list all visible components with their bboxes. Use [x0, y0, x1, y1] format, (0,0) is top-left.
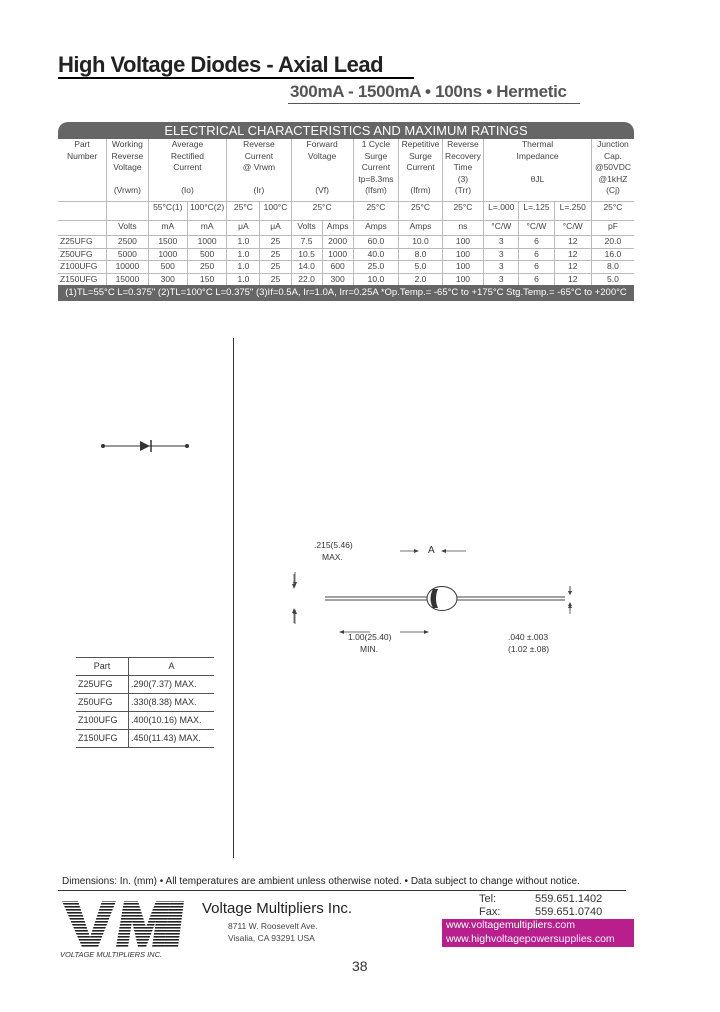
value-cell: 60.0	[353, 236, 399, 249]
header-line: (3)	[457, 173, 469, 184]
value-cell: 8.0	[591, 261, 634, 274]
dim-part-cell: Z150UFG	[76, 730, 129, 748]
value-cell: 1000	[187, 236, 226, 249]
header-line: Rectified	[170, 150, 204, 161]
value-cell: 3	[484, 261, 519, 274]
header-line: Part	[74, 139, 90, 149]
lead-length-dim: 1.00(25.40)	[348, 632, 392, 642]
header-thermal-impedance	[484, 139, 592, 202]
column-headers-row	[58, 139, 634, 202]
unit-cell: °C/W	[484, 221, 519, 236]
header-line: Working	[111, 139, 143, 149]
header-line	[292, 174, 353, 186]
header-line: Junction	[597, 139, 629, 149]
value-cell: 5.0	[591, 273, 634, 285]
condition-cell: 100°C(2)	[187, 202, 226, 221]
value-cell: 1.0	[227, 236, 260, 249]
dim-part-cell: Z50UFG	[76, 694, 129, 712]
value-cell: 10.5	[291, 248, 322, 261]
header-line	[227, 174, 290, 186]
header-line: Cap.	[603, 150, 622, 161]
condition-cell: L=.125	[519, 202, 554, 221]
dim-a-cell: .290(7.37) MAX.	[129, 676, 215, 694]
unit-cell: Amps	[322, 221, 353, 236]
part-number-cell: Z100UFG	[58, 261, 107, 274]
header-line	[484, 162, 591, 174]
unit-cell: mA	[148, 221, 187, 236]
value-cell: 16.0	[591, 248, 634, 261]
value-cell: 1000	[148, 248, 187, 261]
logo-caption: VOLTAGE MULTIPLIERS INC.	[60, 950, 163, 959]
header-line: Number	[66, 150, 98, 161]
company-name: Voltage Multipliers Inc.	[202, 900, 353, 917]
lead-diameter-mm: (1.02 ±.08)	[508, 644, 550, 654]
dim-header-part: Part	[76, 658, 129, 676]
unit-cell	[58, 221, 107, 236]
dim-table-row	[76, 712, 214, 730]
header-line	[149, 174, 227, 186]
header-line: Reverse	[447, 139, 479, 149]
dim-a-label: A	[428, 545, 435, 556]
value-cell: 10.0	[353, 273, 399, 285]
value-cell: 25	[260, 236, 291, 249]
value-cell: 22.0	[291, 273, 322, 285]
value-cell: 40.0	[353, 248, 399, 261]
header-line: Average	[171, 139, 204, 149]
dim-table-row	[76, 676, 214, 694]
value-cell: 1.0	[227, 261, 260, 274]
header-surge-current	[353, 139, 399, 202]
header-line	[484, 185, 591, 197]
header-line: Current	[173, 162, 202, 172]
value-cell: 25.0	[353, 261, 399, 274]
value-cell: 250	[187, 261, 226, 274]
value-cell: 100	[442, 236, 483, 249]
header-line: Current	[406, 162, 435, 172]
fax-number: 559.651.0740	[535, 906, 603, 918]
value-cell: 500	[187, 248, 226, 261]
header-line: Thermal	[521, 139, 554, 149]
header-line: θJL	[530, 173, 545, 184]
header-line	[107, 174, 147, 186]
condition-cell: L=.000	[484, 202, 519, 221]
header-line: Reverse	[111, 150, 144, 161]
body-max-label: MAX.	[322, 552, 343, 562]
value-cell: 6	[519, 273, 554, 285]
dimension-a-arrows	[400, 546, 430, 556]
body-diameter-arrows	[289, 574, 299, 624]
value-cell: 6	[519, 261, 554, 274]
unit-cell: pF	[591, 221, 634, 236]
header-line: tp=8.3ms	[358, 173, 394, 184]
header-reverse-recovery-time	[442, 139, 483, 202]
value-cell: 8.0	[399, 248, 443, 261]
condition-cell: 25°C	[591, 202, 634, 221]
header-line: Forward	[306, 139, 338, 149]
value-cell: 3	[484, 273, 519, 285]
value-cell: 100	[442, 273, 483, 285]
condition-cell: 55°C(1)	[148, 202, 187, 221]
condition-cell	[107, 202, 148, 221]
value-cell: 12	[554, 273, 591, 285]
condition-cell: 25°C	[291, 202, 353, 221]
diode-symbol-icon	[100, 438, 190, 454]
dim-part-cell: Z100UFG	[76, 712, 129, 730]
header-line: Reverse	[243, 139, 275, 149]
header-line: Surge	[409, 150, 432, 161]
header-line: @ Vrwm	[242, 162, 276, 172]
unit-cell: Amps	[399, 221, 443, 236]
value-cell: 1.0	[227, 248, 260, 261]
value-cell: 300	[322, 273, 353, 285]
value-cell: 25	[260, 248, 291, 261]
value-cell: 1500	[148, 236, 187, 249]
address-line-1: 8711 W. Roosevelt Ave.	[228, 921, 318, 931]
website-link-2[interactable]: www.highvoltagepowersupplies.com	[446, 932, 615, 945]
page-subtitle: 300mA - 1500mA • 100ns • Hermetic	[290, 82, 567, 101]
value-cell: 3	[484, 248, 519, 261]
condition-cell: 25°C	[353, 202, 399, 221]
tel-number: 559.651.1402	[535, 893, 603, 905]
header-line: (Ir)	[253, 185, 265, 195]
condition-cell: L=.250	[554, 202, 591, 221]
value-cell: 2500	[107, 236, 148, 249]
conditions-row	[58, 202, 634, 221]
value-cell: 100	[442, 261, 483, 274]
dim-a-cell: .450(11.43) MAX.	[129, 730, 215, 748]
header-line: (Trr)	[454, 185, 472, 195]
header-line: @1kHZ	[598, 173, 628, 184]
header-forward-voltage	[291, 139, 353, 202]
electrical-characteristics-table	[58, 122, 634, 301]
page-number: 38	[352, 958, 368, 974]
tel-label: Tel:	[479, 893, 497, 905]
header-line: (Ifsm)	[365, 185, 387, 195]
website-link-1[interactable]: www.voltagemultipliers.com	[446, 919, 575, 931]
table-footnote: (1)TL=55°C L=0.375" (2)TL=100°C L=0.375" (3)If=0.5A, Ir=1.0A, Irr=0.25A *Op.Temp.= -65°C to +175°C Stg.Temp.= -65°C to +200°C	[58, 285, 634, 301]
condition-cell: 25°C	[442, 202, 483, 221]
value-cell: 12	[554, 261, 591, 274]
dim-a-cell: .400(10.16) MAX.	[129, 712, 215, 730]
value-cell: 2000	[322, 236, 353, 249]
value-cell: 6	[519, 248, 554, 261]
header-line	[399, 174, 442, 186]
header-line: (Cj)	[606, 185, 620, 195]
header-line: Surge	[364, 150, 388, 161]
header-repetitive-surge-current	[399, 139, 443, 202]
condition-cell: 25°C	[227, 202, 260, 221]
value-cell: 12	[554, 236, 591, 249]
vmi-logo	[60, 897, 188, 957]
value-cell: 100	[442, 248, 483, 261]
url-box	[442, 919, 634, 947]
header-line: Current	[361, 162, 391, 172]
value-cell: 25	[260, 273, 291, 285]
unit-cell: Amps	[353, 221, 399, 236]
column-divider	[233, 338, 234, 858]
unit-cell: Volts	[107, 221, 148, 236]
header-line: (Io)	[181, 185, 194, 195]
header-line: Repetitive	[401, 139, 440, 149]
value-cell: 1.0	[227, 273, 260, 285]
header-line: Current	[244, 150, 274, 161]
value-cell: 25	[260, 261, 291, 274]
part-number-cell: Z150UFG	[58, 273, 107, 285]
lead-diameter-arrows	[565, 586, 575, 616]
value-cell: 1000	[322, 248, 353, 261]
dim-table-header	[76, 658, 214, 676]
part-number-cell: Z25UFG	[58, 236, 107, 249]
header-line	[292, 162, 353, 174]
dimension-a-arrow-right	[436, 546, 476, 556]
value-cell: 10.0	[399, 236, 443, 249]
value-cell: 5000	[107, 248, 148, 261]
header-line: Recovery	[444, 150, 481, 161]
footer-rule	[58, 890, 626, 891]
table-row	[58, 236, 634, 249]
dimension-a-table	[76, 657, 214, 748]
lead-length-label: MIN.	[360, 644, 378, 654]
unit-cell: °C/W	[554, 221, 591, 236]
footer-note: Dimensions: In. (mm) • All temperatures are ambient unless otherwise noted. • Data subject to change without notice.	[62, 876, 580, 887]
table-row	[58, 261, 634, 274]
address-line-2: Visalia, CA 93291 USA	[228, 933, 315, 943]
header-line: Time	[453, 162, 473, 172]
header-line: @50VDC	[594, 162, 631, 172]
page-title: High Voltage Diodes - Axial Lead	[58, 52, 384, 77]
value-cell: 20.0	[591, 236, 634, 249]
table-heading: ELECTRICAL CHARACTERISTICS AND MAXIMUM RATINGS	[58, 122, 634, 139]
table-row	[58, 273, 634, 285]
dim-header-a: A	[129, 658, 215, 676]
header-part-number	[58, 139, 107, 202]
header-line: (Vrwm)	[113, 185, 141, 195]
unit-cell: μA	[227, 221, 260, 236]
header-line: Voltage	[307, 150, 337, 161]
unit-cell: mA	[187, 221, 226, 236]
value-cell: 2.0	[399, 273, 443, 285]
header-working-reverse-voltage	[107, 139, 148, 202]
header-junction-capacitance	[591, 139, 634, 202]
header-line: 1 Cycle	[361, 139, 391, 149]
unit-cell: °C/W	[519, 221, 554, 236]
condition-cell: 25°C	[399, 202, 443, 221]
header-line: (Vf)	[315, 185, 329, 195]
fax-label: Fax:	[479, 906, 501, 918]
part-number-cell: Z50UFG	[58, 248, 107, 261]
units-row	[58, 221, 634, 236]
title-underline	[58, 77, 414, 79]
value-cell: 3	[484, 236, 519, 249]
value-cell: 500	[148, 261, 187, 274]
condition-cell: 100°C	[260, 202, 291, 221]
value-cell: 6	[519, 236, 554, 249]
dim-part-cell: Z25UFG	[76, 676, 129, 694]
dim-table-row	[76, 730, 214, 748]
unit-cell: Volts	[291, 221, 322, 236]
value-cell: 14.0	[291, 261, 322, 274]
header-line: Voltage	[113, 162, 142, 172]
value-cell: 300	[148, 273, 187, 285]
value-cell: 12	[554, 248, 591, 261]
header-average-rectified-current	[148, 139, 227, 202]
value-cell: 15000	[107, 273, 148, 285]
subtitle-underline	[288, 103, 580, 104]
value-cell: 150	[187, 273, 226, 285]
value-cell: 10000	[107, 261, 148, 274]
header-reverse-current	[227, 139, 291, 202]
value-cell: 5.0	[399, 261, 443, 274]
unit-cell: μA	[260, 221, 291, 236]
header-line: (Ifrm)	[410, 185, 431, 195]
unit-cell: ns	[442, 221, 483, 236]
header-line: Impedance	[516, 150, 559, 161]
lead-diameter-dim: .040 ±.003	[508, 632, 549, 642]
dim-table-row	[76, 694, 214, 712]
value-cell: 600	[322, 261, 353, 274]
condition-cell	[58, 202, 107, 221]
dim-a-cell: .330(8.38) MAX.	[129, 694, 215, 712]
body-max-dim: .215(5.46)	[314, 540, 353, 550]
value-cell: 7.5	[291, 236, 322, 249]
table-row	[58, 248, 634, 261]
